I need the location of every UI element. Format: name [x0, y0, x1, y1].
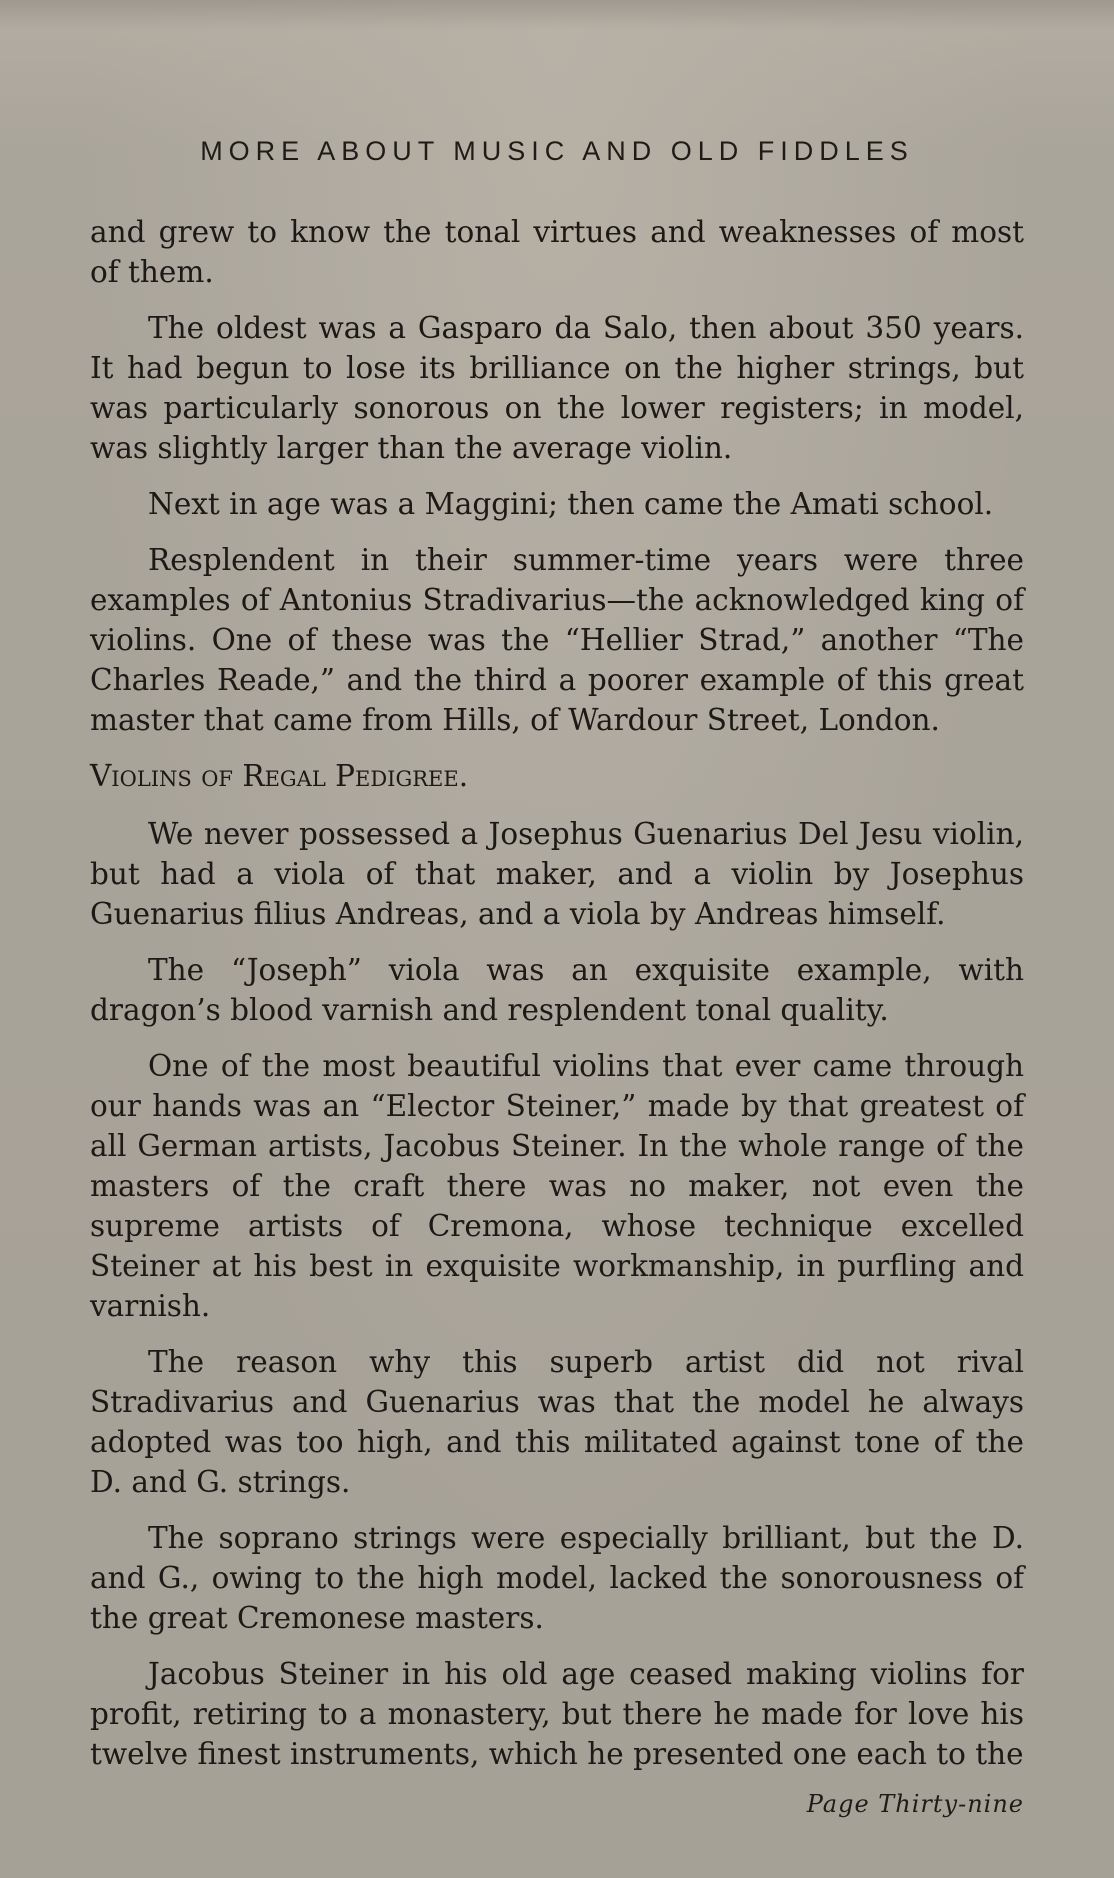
- section-heading: Violins of Regal Pedigree.: [90, 759, 469, 793]
- paragraph-steiner-model: The reason why this superb artist did not rival Stradivarius and Guenarius was that the model he always adopted was too high, and this militated against tone of the D. and G. strings.: [90, 1345, 1024, 1499]
- running-head: MORE ABOUT MUSIC AND OLD FIDDLES: [200, 136, 914, 166]
- paragraph-guenarius: We never possessed a Josephus Guenarius Del Jesu violin, but had a viola of that maker, and a violin by Josephus Guenarius filius Andreas, and a viola by Andreas himself.: [90, 817, 1024, 931]
- paragraph-gasparo: The oldest was a Gasparo da Salo, then about 350 years. It had begun to lose its brilliance on the higher strings, but was particularly sonorous on the lower registers; in model, was slightly larger than the average violin.: [90, 311, 1024, 465]
- paragraph-continuation: and grew to know the tonal virtues and weaknesses of most of them.: [90, 215, 1024, 289]
- body-text: [90, 212, 1024, 1790]
- paragraph-elector-steiner: One of the most beautiful violins that ever came through our hands was an “Elector Steiner,” made by that greatest of all German artists, Jacobus Steiner. In the whole range of the masters of the craft there was no maker, not even the supreme artists of Cremona, whose technique excelled Steiner at his best in exquisite workmanship, in purfling and varnish.: [90, 1049, 1024, 1323]
- paragraph-joseph-viola: The “Joseph” viola was an exquisite example, with dragon’s blood varnish and resplendent tonal quality.: [90, 953, 1024, 1027]
- paragraph-stradivarius: Resplendent in their summer-time years were three examples of Antonius Stradivarius—the acknowledged king of violins. One of these was the “Hellier Strad,” another “The Charles Reade,” and the third a poorer example of this great master that came from Hills, of Wardour Street, London.: [90, 543, 1024, 737]
- paragraph-maggini: Next in age was a Maggini; then came the Amati school.: [148, 487, 994, 521]
- page-top-edge: [0, 0, 1114, 30]
- page-number: Page Thirty-nine: [806, 1790, 1024, 1818]
- paragraph-steiner-old-age: Jacobus Steiner in his old age ceased making violins for profit, retiring to a monastery, but there he made for love his twelve finest instruments, which he presented one each to the: [90, 1657, 1024, 1771]
- paragraph-soprano-strings: The soprano strings were especially brilliant, but the D. and G., owing to the high model, lacked the sonorousness of the great Cremonese masters.: [90, 1521, 1024, 1635]
